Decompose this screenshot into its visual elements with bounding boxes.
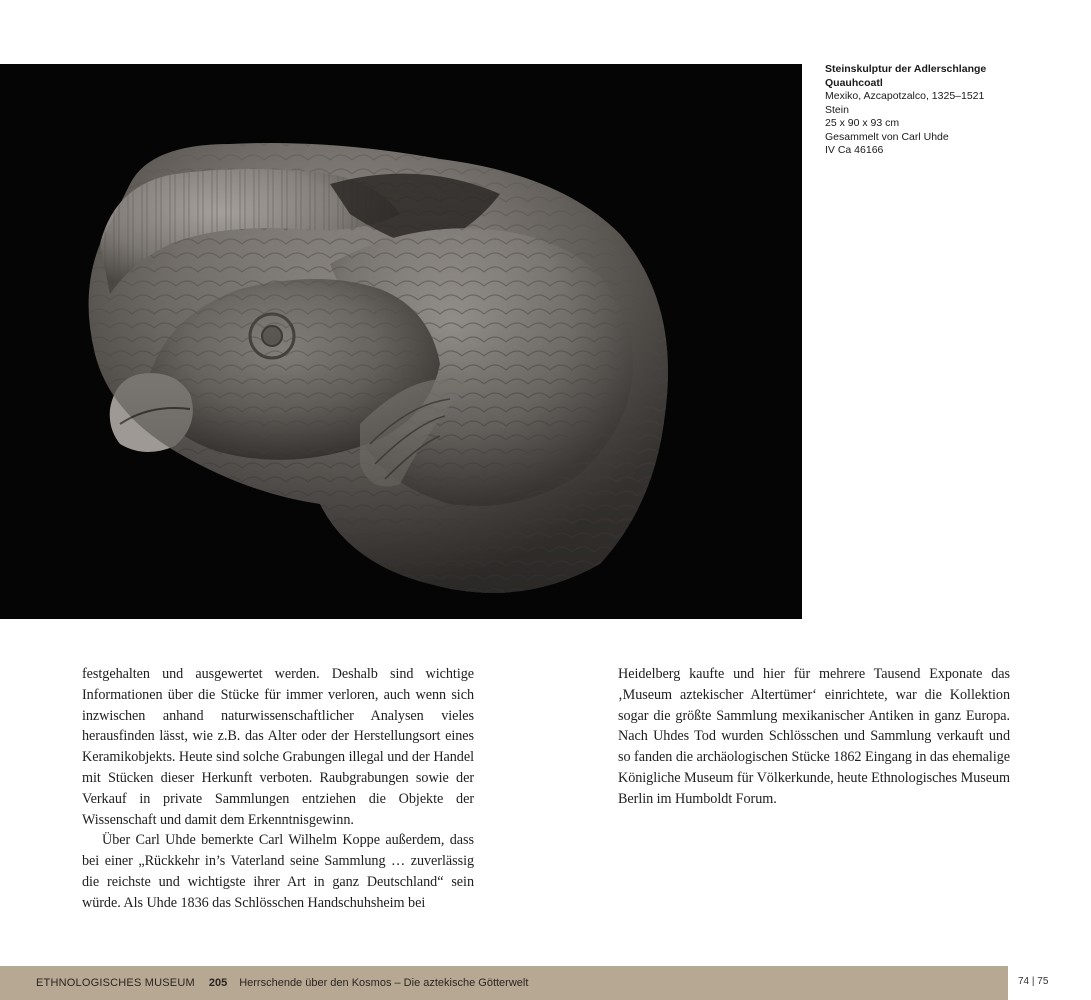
caption-material: Stein <box>825 103 849 116</box>
body-column-left <box>82 664 474 914</box>
caption-dimensions: 25 x 90 x 93 cm <box>825 117 900 129</box>
caption-inventory-number: IV Ca 46166 <box>825 144 884 156</box>
paragraph: Heidelberg kaufte und hier für mehrere Tausend Exponate das ‚Museum aztekischer Altertümer‘ einrichtete, war die Kollektion sogar die größte Sammlung mexikanischer Antiken in ganz Europa. Nach Uhdes Tod wurden Schlösschen und Sammlung verkauft und so fanden die archäologischen Stücke 1862 Eingang in das ehemalige Königliche Museum für Völkerkunde, heute Ethnologisches Museum Berlin im Humboldt Forum. <box>618 666 1010 807</box>
footer-museum-name: ETHNOLOGISCHES MUSEUM <box>36 977 195 989</box>
sculpture-photo <box>0 64 802 619</box>
body-column-right <box>618 664 1010 810</box>
figure-caption <box>825 63 1075 158</box>
footer-chapter-title: Herrschende über den Kosmos – Die aztekische Götterwelt <box>239 977 529 989</box>
footer-page-number: 205 <box>208 977 228 989</box>
caption-origin: Mexiko, Azcapotzalco, 1325–1521 <box>825 90 985 102</box>
paragraph: Über Carl Uhde bemerkte Carl Wilhelm Koppe außerdem, dass bei einer „Rückkehr in’s Vaterland seine Sammlung … zuverlässig die reichste und wichtigste ihrer Art in ganz Deutschland“ sein würde. Als Uhde 1836 das Schlösschen Handschuhsheim bei <box>82 832 474 911</box>
footer-band <box>0 966 1008 1000</box>
caption-title-name: Quauhcoatl <box>825 76 883 89</box>
paragraph: festgehalten und ausgewertet werden. Deshalb sind wichtige Informationen über die Stücke für immer verloren, auch wenn sich inzwischen anhand naturwissenschaftlicher Analysen vieles herausfinden lässt, wie z.B. das Alter oder der Herstellungsort eines Keramikobjekts. Heute sind solche Grabungen illegal und der Handel mit Stücken dieser Herkunft verboten. Raubgrabungen sowie der Verkauf in private Sammlungen entziehen die Objekte der Wissenschaft und damit dem Erkenntnisgewinn. <box>82 666 474 828</box>
caption-collector: Gesammelt von Carl Uhde <box>825 130 949 143</box>
folio: 74 | 75 <box>1018 976 1049 987</box>
caption-title: Steinskulptur der Adlerschlange <box>825 63 987 75</box>
coiled-serpent-sculpture-image <box>0 64 802 619</box>
